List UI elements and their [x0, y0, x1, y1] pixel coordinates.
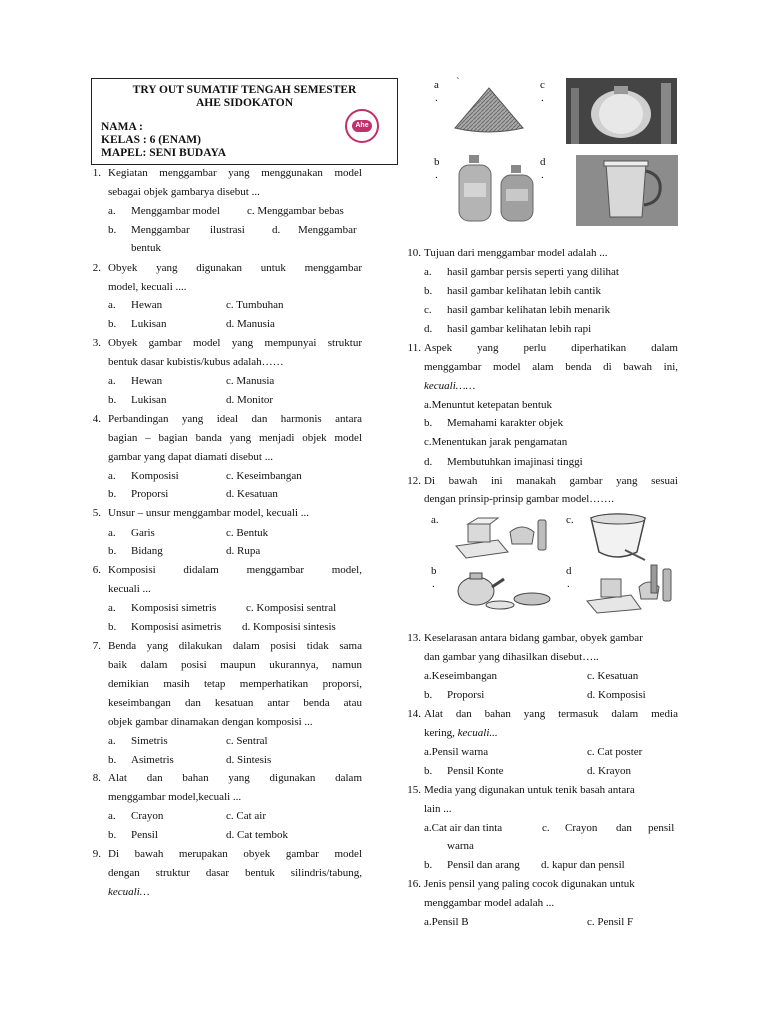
q10-option-d: hasil gambar kelihatan lebih rapi	[447, 323, 592, 335]
q14-option-a: a.Pensil warna	[424, 746, 489, 758]
q12-img-b-label: b	[431, 565, 437, 577]
q15-option-c-word1: Crayon	[565, 822, 598, 834]
q6-option-b-letter: b.	[108, 621, 117, 633]
q5-number: 5.	[92, 507, 101, 519]
q5-option-d: d. Rupa	[226, 545, 261, 557]
q12-text-1: Di bawah ini manakah gambar yang sesuai	[424, 475, 678, 487]
q5-text-1: Unsur – unsur menggambar model, kecuali ...	[108, 507, 310, 519]
conical-hat-image	[453, 84, 525, 134]
q15-text-1: Media yang digunakan untuk tenik basah antara	[424, 784, 635, 796]
q11-option-d-letter: d.	[424, 456, 433, 468]
q8-option-a-letter: a.	[108, 810, 116, 822]
q8-option-b: Pensil	[131, 829, 158, 841]
q4-option-c: c. Keseimbangan	[226, 470, 302, 482]
q14-option-b: Pensil Konte	[447, 765, 504, 777]
q9-img-d-dot: .	[541, 169, 544, 181]
q12-img-d-label: d	[566, 565, 572, 577]
q3-option-b: Lukisan	[131, 394, 167, 406]
q1-option-b-word3: bentuk	[131, 242, 161, 254]
q10-option-d-letter: d.	[424, 323, 433, 335]
q12-text-2: dengan prinsip-prinsip gambar model…….	[424, 493, 615, 505]
q2-option-a-letter: a.	[108, 299, 116, 311]
q15-text-2: lain ...	[424, 803, 452, 815]
q5-option-b-letter: b.	[108, 545, 117, 557]
q15-option-c-word3: pensil	[648, 822, 675, 834]
q8-option-b-letter: b.	[108, 829, 117, 841]
q14-text-1: Alat dan bahan yang termasuk dalam media	[424, 708, 678, 720]
q8-text-1: Alat dan bahan yang digunakan dalam	[108, 772, 362, 784]
q3-option-c: c. Manusia	[226, 375, 275, 387]
q9-img-b-dot: .	[435, 169, 438, 181]
q7-option-b: Asimetris	[131, 754, 174, 766]
q10-option-a-letter: a.	[424, 266, 432, 278]
q7-text-2: baik dalam posisi maupun ukurannya, namun	[108, 659, 362, 671]
q9-img-a-tick: `	[456, 76, 460, 88]
q5-option-a: Garis	[131, 527, 155, 539]
q6-option-a: Komposisi simetris	[131, 602, 217, 614]
q4-text-2: bagian – bagian banda yang menjadi objek model	[108, 432, 362, 444]
q7-number: 7.	[92, 640, 101, 652]
q3-number: 3.	[92, 337, 101, 349]
q4-text-3: gambar yang dapat diamati disebut ...	[108, 451, 273, 463]
lantern-photo	[566, 78, 677, 144]
q8-number: 8.	[92, 772, 101, 784]
q14-text-2	[424, 727, 498, 740]
still-life-d-image	[585, 563, 677, 615]
q2-option-b-letter: b.	[108, 318, 117, 330]
q10-text-1: Tujuan dari menggambar model adalah ...	[424, 247, 608, 259]
q13-text-2: dan gambar yang dihasilkan disebut…..	[424, 651, 599, 663]
q9-number: 9.	[92, 848, 101, 860]
q4-text-1: Perbandingan yang ideal dan harmonis antara	[108, 413, 362, 425]
q1-text-2: sebagai objek gambarya disebut ...	[108, 186, 260, 198]
q6-option-d: d. Komposisi sintesis	[242, 621, 336, 633]
q11-option-b: Memahami karakter objek	[447, 417, 564, 429]
q12-img-c-label: c.	[566, 514, 574, 526]
q15-option-c-word2: dan	[616, 822, 632, 834]
q6-text-2: kecuali ...	[108, 583, 151, 595]
q15-option-b: Pensil dan arang	[447, 859, 520, 871]
q1-option-b-word1: Menggambar	[131, 224, 190, 236]
q3-option-b-letter: b.	[108, 394, 117, 406]
logo-text: Ahe	[352, 120, 372, 132]
q8-option-d: d. Cat tembok	[226, 829, 289, 841]
q14-text-2-plain: kering,	[424, 727, 458, 739]
q3-option-d: d. Monitor	[226, 394, 274, 406]
q13-option-c: c. Kesatuan	[587, 670, 639, 682]
q2-option-b: Lukisan	[131, 318, 167, 330]
q1-option-d-word: Menggambar	[298, 224, 357, 236]
q14-number: 14.	[407, 708, 421, 720]
q9-img-d-label: d	[540, 156, 546, 168]
q1-option-b-letter: b.	[108, 224, 117, 236]
q4-option-a: Komposisi	[131, 470, 179, 482]
q3-text-1: Obyek gambar model yang mempunyai struktur	[108, 337, 362, 349]
q11-option-b-letter: b.	[424, 417, 433, 429]
q9-img-c-dot: .	[541, 92, 544, 104]
q7-text-4: keseimbangan dan kesatuan antar benda atau	[108, 697, 362, 709]
q13-number: 13.	[407, 632, 421, 644]
q15-option-c-letter: c.	[542, 822, 550, 834]
q7-option-d: d. Sintesis	[226, 754, 272, 766]
q16-option-a: a.Pensil B	[424, 916, 469, 928]
q1-option-d-letter: d.	[272, 224, 281, 236]
q16-text-2: menggambar model adalah ...	[424, 897, 555, 909]
q8-text-2: menggambar model,kecuali ...	[108, 791, 242, 803]
q14-text-2-italic: kecuali...	[457, 727, 498, 739]
q3-text-2: bentuk dasar kubistis/kubus adalah……	[108, 356, 284, 368]
q2-option-d: d. Manusia	[226, 318, 275, 330]
q9-text-2: dengan struktur dasar bentuk silindris/tabung,	[108, 867, 362, 879]
q12-img-b-dot: .	[432, 578, 435, 590]
q1-option-c: c. Menggambar bebas	[247, 205, 344, 217]
q13-option-b: Proporsi	[447, 689, 485, 701]
q6-option-b: Komposisi asimetris	[131, 621, 222, 633]
teapot-still-life-image	[452, 563, 552, 613]
q10-option-b-letter: b.	[424, 285, 433, 297]
q15-option-c-word4: warna	[447, 840, 474, 852]
q12-number: 12.	[407, 475, 421, 487]
q4-option-b-letter: b.	[108, 488, 117, 500]
q4-option-d: d. Kesatuan	[226, 488, 278, 500]
glass-jug-photo	[576, 155, 678, 226]
q3-option-a-letter: a.	[108, 375, 116, 387]
q1-option-a: Menggambar model	[131, 205, 220, 217]
q1-option-b-word2: ilustrasi	[210, 224, 245, 236]
q4-option-b: Proporsi	[131, 488, 169, 500]
school-logo	[345, 109, 379, 143]
q10-option-c: hasil gambar kelihatan lebih menarik	[447, 304, 611, 316]
q6-number: 6.	[92, 564, 101, 576]
q6-option-a-letter: a.	[108, 602, 116, 614]
nama-field: NAMA :	[101, 121, 143, 133]
q8-option-a: Crayon	[131, 810, 164, 822]
q7-option-b-letter: b.	[108, 754, 117, 766]
q8-option-c: c. Cat air	[226, 810, 267, 822]
q4-option-a-letter: a.	[108, 470, 116, 482]
school-name: AHE SIDOKATON	[195, 97, 294, 109]
q11-option-c: c.Menentukan jarak pengamatan	[424, 436, 568, 448]
q11-text-3: kecuali……	[424, 380, 476, 392]
q15-number: 15.	[407, 784, 421, 796]
q3-option-a: Hewan	[131, 375, 163, 387]
q13-option-a: a.Keseimbangan	[424, 670, 497, 682]
q14-option-c: c. Cat poster	[587, 746, 643, 758]
q6-text-1: Komposisi didalam menggambar model,	[108, 564, 362, 576]
q13-text-1: Keselarasan antara bidang gambar, obyek gambar	[424, 632, 643, 644]
q10-option-a: hasil gambar persis seperti yang dilihat	[447, 266, 619, 278]
q12-img-a-label: a.	[431, 514, 439, 526]
q10-option-b: hasil gambar kelihatan lebih cantik	[447, 285, 601, 297]
exam-title: TRY OUT SUMATIF TENGAH SEMESTER	[132, 84, 357, 96]
q15-option-d: d. kapur dan pensil	[541, 859, 625, 871]
q7-text-5: objek gambar dinamakan dengan komposisi ...	[108, 716, 313, 728]
q16-number: 16.	[407, 878, 421, 890]
q7-text-1: Benda yang dilakukan dalam posisi tidak sama	[108, 640, 362, 652]
q15-option-a: a.Cat air dan tinta	[424, 822, 503, 834]
q14-option-d: d. Krayon	[587, 765, 631, 777]
q2-text-1: Obyek yang digunakan untuk menggambar	[108, 262, 362, 274]
q9-text-3: kecuali…	[108, 886, 150, 898]
q11-text-2: menggambar model alam benda di bawah ini,	[424, 361, 678, 373]
q4-number: 4.	[92, 413, 101, 425]
q1-option-a-letter: a.	[108, 205, 116, 217]
q2-text-2: model, kecuali ....	[108, 281, 187, 293]
q10-number: 10.	[407, 247, 421, 259]
q6-option-c: c. Komposisi sentral	[246, 602, 337, 614]
cup-and-spoon-image	[585, 512, 651, 562]
q9-img-c-label: c	[540, 79, 545, 91]
q7-option-a-letter: a.	[108, 735, 116, 747]
q2-option-c: c. Tumbuhan	[226, 299, 284, 311]
q16-text-1: Jenis pensil yang paling cocok digunakan untuk	[424, 878, 635, 890]
q1-text-1: Kegiatan menggambar yang menggunakan model	[108, 167, 362, 179]
q9-img-a-label: a	[434, 79, 439, 91]
q5-option-c: c. Bentuk	[226, 527, 269, 539]
q11-option-d: Membutuhkan imajinasi tinggi	[447, 456, 583, 468]
gas-cylinders-image	[455, 153, 541, 225]
q7-option-c: c. Sentral	[226, 735, 268, 747]
kelas-field: KELAS : 6 (ENAM)	[101, 134, 201, 146]
q14-option-b-letter: b.	[424, 765, 433, 777]
q7-option-a: Simetris	[131, 735, 168, 747]
q11-option-a: a.Menuntut ketepatan bentuk	[424, 399, 552, 411]
q13-option-d: d. Komposisi	[587, 689, 646, 701]
q11-number: 11.	[407, 342, 421, 354]
q10-option-c-letter: c.	[424, 304, 432, 316]
q2-option-a: Hewan	[131, 299, 163, 311]
q1-number: 1.	[92, 167, 101, 179]
q12-img-d-dot: .	[567, 578, 570, 590]
q5-option-a-letter: a.	[108, 527, 116, 539]
q9-text-1: Di bawah merupakan obyek gambar model	[108, 848, 362, 860]
still-life-a-image	[452, 512, 552, 562]
q16-option-c: c. Pensil F	[587, 916, 634, 928]
q13-option-b-letter: b.	[424, 689, 433, 701]
q9-img-a-dot: .	[435, 92, 438, 104]
q2-number: 2.	[92, 262, 101, 274]
q15-option-b-letter: b.	[424, 859, 433, 871]
q7-text-3: demikian masih tetap memperhatikan proporsi,	[108, 678, 362, 690]
q11-text-1: Aspek yang perlu diperhatikan dalam	[424, 342, 678, 354]
q9-img-b-label: b	[434, 156, 440, 168]
mapel-field: MAPEL: SENI BUDAYA	[101, 147, 227, 159]
q5-option-b: Bidang	[131, 545, 163, 557]
